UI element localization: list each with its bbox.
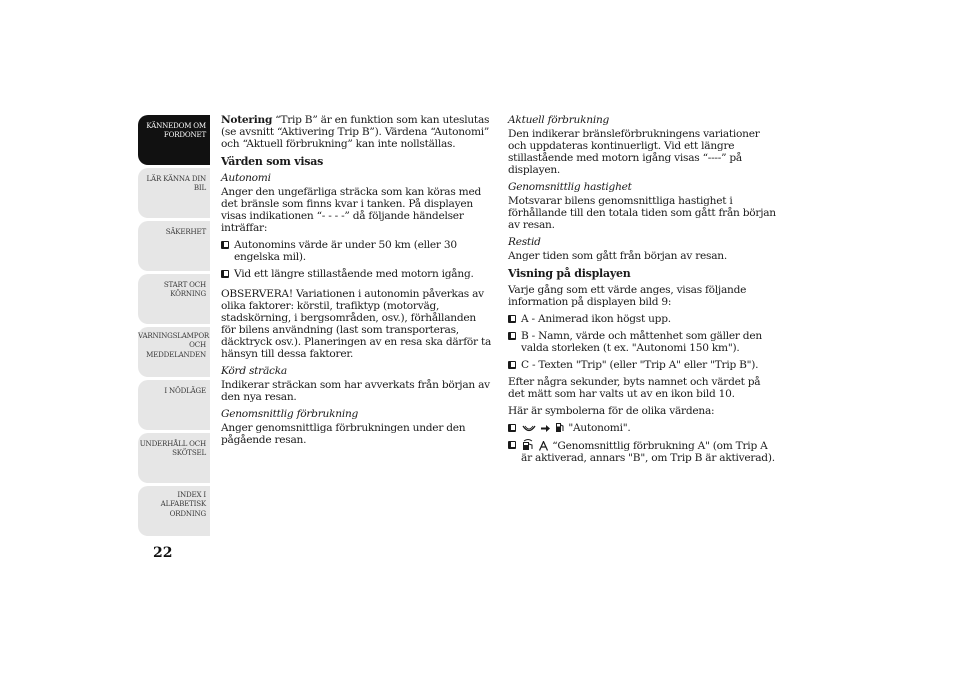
checkbox-bullet-icon	[221, 270, 229, 278]
section-heading-visning: Visning på displayen	[508, 267, 631, 280]
note-text: “Trip B” är en funktion som kan uteslutas (se avsnitt “Aktivering Trip B”). Värdena “Autonomi” och “Aktuell förbrukning” kan inte nollställas.	[221, 114, 490, 150]
list-item-text: B - Namn, värde och måttenhet som gäller den valda storleken (t ex. "Autonomi 150 km").	[521, 330, 762, 354]
list-item	[508, 359, 780, 371]
note-paragraph	[221, 114, 493, 150]
kord-stracka-text: Indikerar sträckan som har avverkats från början av den nya resan.	[221, 379, 490, 403]
aktuell-forbrukning-text: Den indikerar bränsleförbrukningens variationer och uppdateras kontinuerligt. Vid ett längre stillastående med motorn igång visas “----” på displayen.	[508, 128, 760, 176]
restid-text: Anger tiden som gått från början av resan.	[508, 250, 727, 262]
list-item	[508, 313, 780, 325]
checkbox-bullet-icon	[508, 332, 516, 340]
list-item-text: Vid ett längre stillastående med motorn igång.	[234, 268, 474, 280]
symbol-label-genomsnittlig-forbrukning: “Genomsnittlig förbrukning A" (om Trip A är aktiverad, annars "B", om Trip B är aktiverad).	[521, 440, 775, 464]
note-label: Notering	[221, 114, 273, 126]
checkbox-bullet-icon	[508, 424, 516, 432]
right-column	[508, 114, 780, 469]
tab-lar-kanna-din-bil[interactable]: LÄR KÄNNA DIN BIL	[138, 168, 210, 218]
letter-a-icon	[539, 441, 548, 451]
left-column	[221, 114, 493, 451]
visning-intro: Varje gång som ett värde anges, visas följande information på displayen bild 9:	[508, 284, 747, 308]
symbol-item-autonomi	[508, 422, 780, 434]
symbols-intro: Här är symbolerna för de olika värdena:	[508, 405, 715, 417]
observera-paragraph: OBSERVERA! Variationen i autonomin påverkas av olika faktorer: körstil, trafiktyp (motorväg, stadskörning, i bergsområden, osv.), förhållanden för bilens användning (last som transporteras, däcktryck osv.). Planeringen av en resa ska därför ta hänsyn till dessa faktorer.	[221, 288, 492, 360]
genomsnittlig-hastighet-text: Motsvarar bilens genomsnittliga hastighet i förhållande till den totala tiden som gått från början av resan.	[508, 195, 776, 231]
subheading-kord-stracka: Körd sträcka	[221, 365, 287, 377]
autonomi-text: Anger den ungefärliga sträcka som kan köras med det bränsle som finns kvar i tanken. På displayen visas indikationen “- - - -” då följande händelser inträffar:	[221, 186, 482, 234]
subheading-genomsnittlig-forbrukning: Genomsnittlig förbrukning	[221, 408, 359, 420]
list-item-text: Autonomins värde är under 50 km (eller 30 engelska mil).	[234, 239, 457, 263]
subheading-autonomi: Autonomi	[221, 172, 271, 184]
subheading-aktuell-forbrukning: Aktuell förbrukning	[508, 114, 610, 126]
tab-index[interactable]: INDEX I ALFABETISK ORDNING	[138, 486, 210, 536]
symbol-item-genomsnittlig-forbrukning	[508, 439, 780, 464]
genomsnittlig-forbrukning-text: Anger genomsnittliga förbrukningen under den pågående resan.	[221, 422, 466, 446]
subheading-genomsnittlig-hastighet: Genomsnittlig hastighet	[508, 181, 632, 193]
checkbox-bullet-icon	[508, 441, 516, 449]
checkbox-bullet-icon	[508, 315, 516, 323]
list-item	[508, 330, 780, 354]
tab-start-och-korning[interactable]: START OCH KÖRNING	[138, 274, 210, 324]
arrow-right-icon	[541, 424, 550, 433]
list-item-text: A - Animerad ikon högst upp.	[521, 313, 671, 325]
page-number: 22	[153, 545, 173, 561]
list-item	[221, 268, 493, 280]
tab-underhall-och-skotsel[interactable]: UNDERHÅLL OCH SKÖTSEL	[138, 433, 210, 483]
symbol-label-autonomi: "Autonomi".	[568, 422, 631, 434]
checkbox-bullet-icon	[221, 241, 229, 249]
tab-kannedom-om-fordonet[interactable]: KÄNNEDOM OM FORDONET	[138, 115, 210, 165]
fuel-pump-icon	[555, 422, 564, 433]
tab-sakerhet[interactable]: SÄKERHET	[138, 221, 210, 271]
section-heading-varden: Värden som visas	[221, 155, 324, 168]
tab-varningslampor[interactable]: VARNINGSLAMPOR OCH MEDDELANDEN	[138, 327, 210, 377]
checkbox-bullet-icon	[508, 361, 516, 369]
road-icon	[522, 423, 536, 433]
list-item-text: C - Texten "Trip" (eller "Trip A" eller "Trip B").	[521, 359, 759, 371]
tab-i-nodlage[interactable]: I NÖDLÄGE	[138, 380, 210, 430]
subheading-restid: Restid	[508, 236, 541, 248]
fuel-gauge-icon	[522, 439, 534, 451]
after-paragraph: Efter några sekunder, byts namnet och värdet på det mätt som har valts ut av en ikon bild 10.	[508, 376, 761, 400]
list-item	[221, 239, 493, 263]
